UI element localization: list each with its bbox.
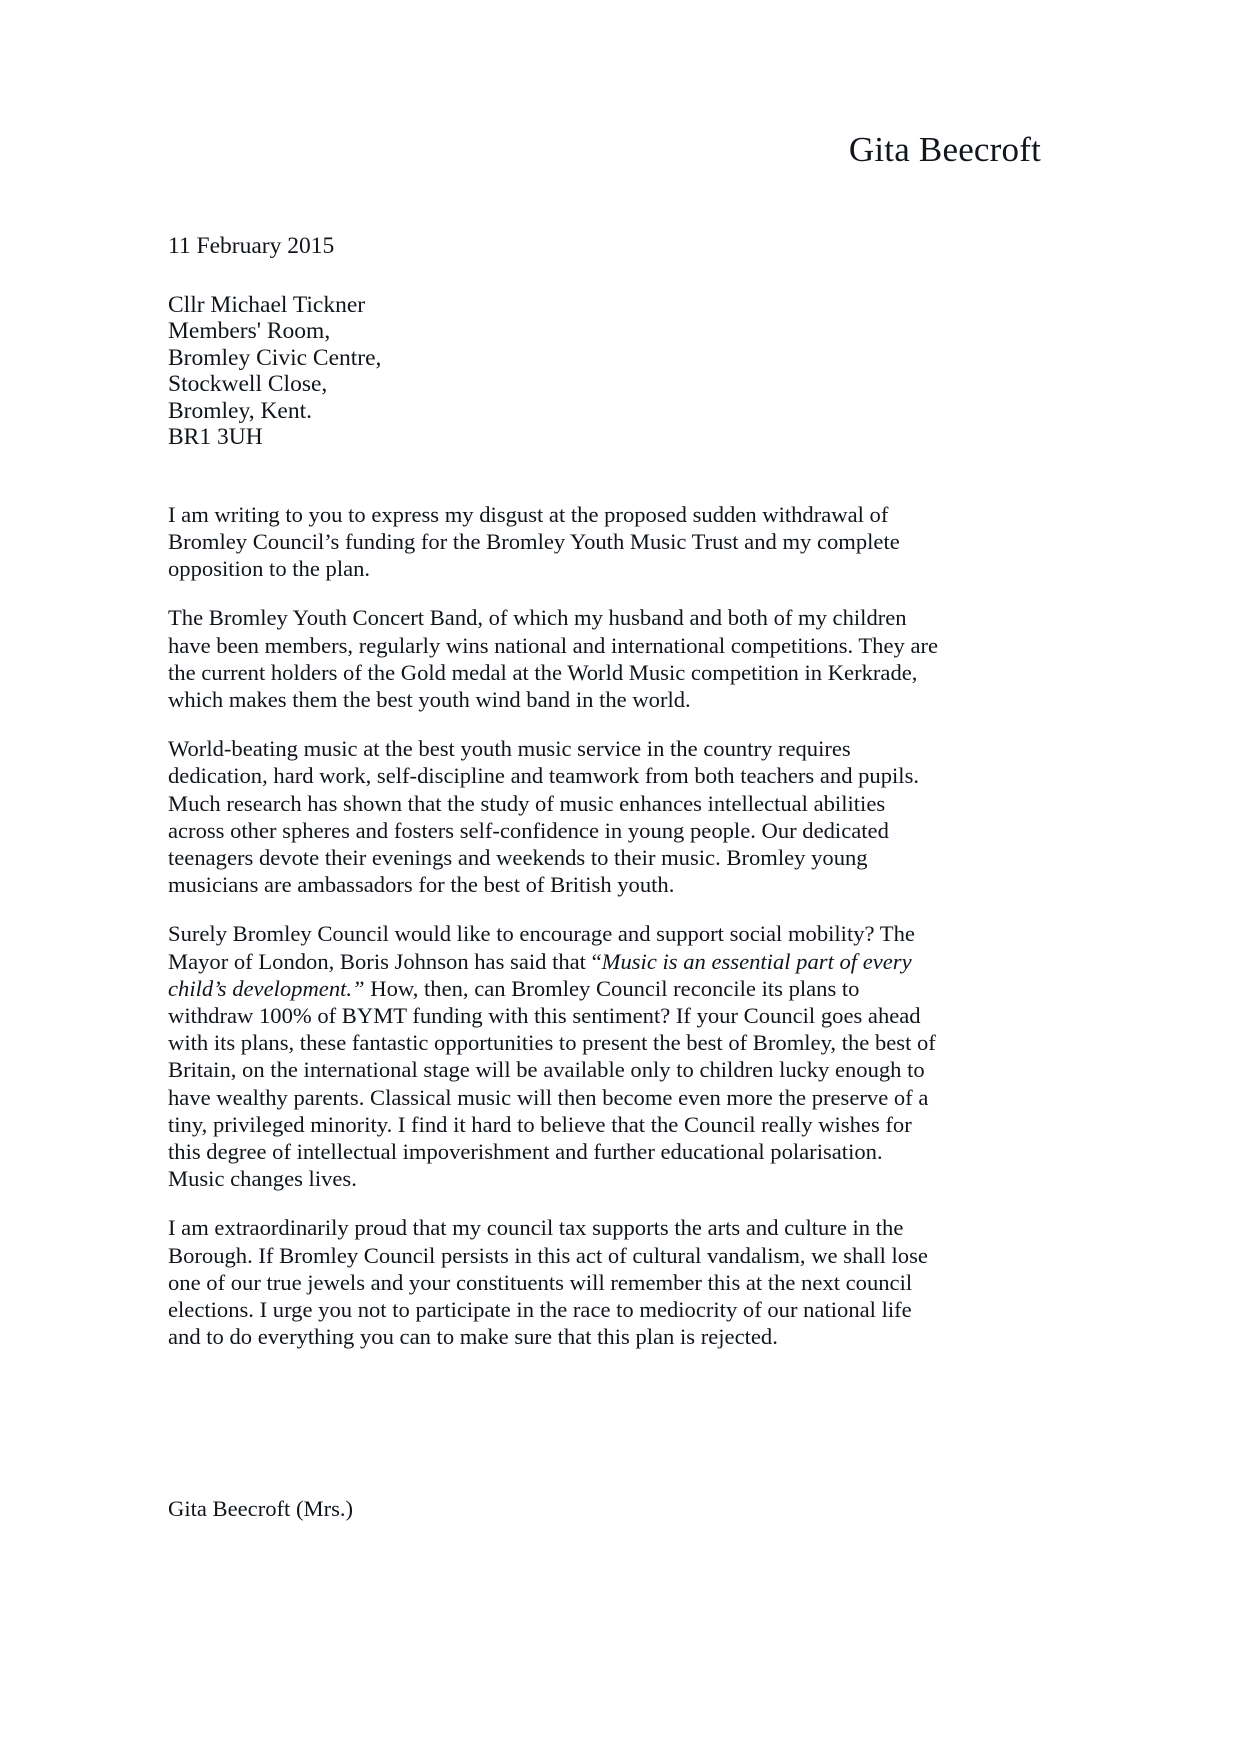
recipient-address-block xyxy=(168,292,940,451)
body-paragraph-2: The Bromley Youth Concert Band, of which my husband and both of my children have been members, regularly wins national and international competitions. They are the current holders of the Gold medal at the World Music competition in Kerkrade, which makes them the best youth wind band in the world. xyxy=(168,605,939,712)
quote-follow-on: How, then, can Bromley Council reconcile its plans to withdraw 100% of BYMT funding with this sentiment? If your Council goes ahead with its plans, these fantastic opportunities to present the best of Bromley, the best of Britain, on the international stage will be available only to children lucky enough to have wealthy parents. Classical music will then become even more the preserve of a tiny, privileged minority. I find it hard to believe that the Council really wishes for this degree of intellectual impoverishment and further educational polarisation. Music changes lives. xyxy=(168,975,936,1192)
letter-body xyxy=(168,501,940,1351)
body-paragraph-4 xyxy=(168,920,940,1192)
recipient-name: Cllr Michael Tickner xyxy=(168,291,366,318)
recipient-postcode: BR1 3UH xyxy=(168,424,263,451)
letterhead-sender-name: Gita Beecroft xyxy=(848,130,1041,169)
recipient-address-line-1: Members' Room, xyxy=(168,318,331,345)
boris-johnson-quote: Music is an essential part of every child’s development.” xyxy=(168,948,912,1001)
recipient-address-line-2: Bromley Civic Centre, xyxy=(168,344,382,371)
letter-content xyxy=(168,233,940,1350)
recipient-address-line-3: Stockwell Close, xyxy=(168,371,328,398)
body-paragraph-5: I am extraordinarily proud that my council tax supports the arts and culture in the Borough. If Bromley Council persists in this act of cultural vandalism, we shall lose one of our true jewels and your constituents will remember this at the next council elections. I urge you not to participate in the race to mediocrity of our national life and to do everything you can to make sure that this plan is rejected. xyxy=(168,1215,928,1350)
letter-date: 11 February 2015 xyxy=(168,233,335,259)
recipient-address-line-4: Bromley, Kent. xyxy=(168,397,313,424)
quote-lead-in: Surely Bromley Council would like to encourage and support social mobility? The Mayor of London, Boris Johnson has said that “ xyxy=(168,921,915,974)
letter-signoff: Gita Beecroft (Mrs.) xyxy=(168,1496,354,1521)
body-paragraph-3: World-beating music at the best youth music service in the country requires dedication, hard work, self-discipline and teamwork from both teachers and pupils. Much research has shown that the study of music enhances intellectual abilities across other spheres and fosters self-confidence in young people. Our dedicated teenagers devote their evenings and weekends to their music. Bromley young musicians are ambassadors for the best of British youth. xyxy=(168,736,920,898)
body-paragraph-1: I am writing to you to express my disgust at the proposed sudden withdrawal of Bromley Council’s funding for the Bromley Youth Music Trust and my complete opposition to the plan. xyxy=(168,501,900,582)
